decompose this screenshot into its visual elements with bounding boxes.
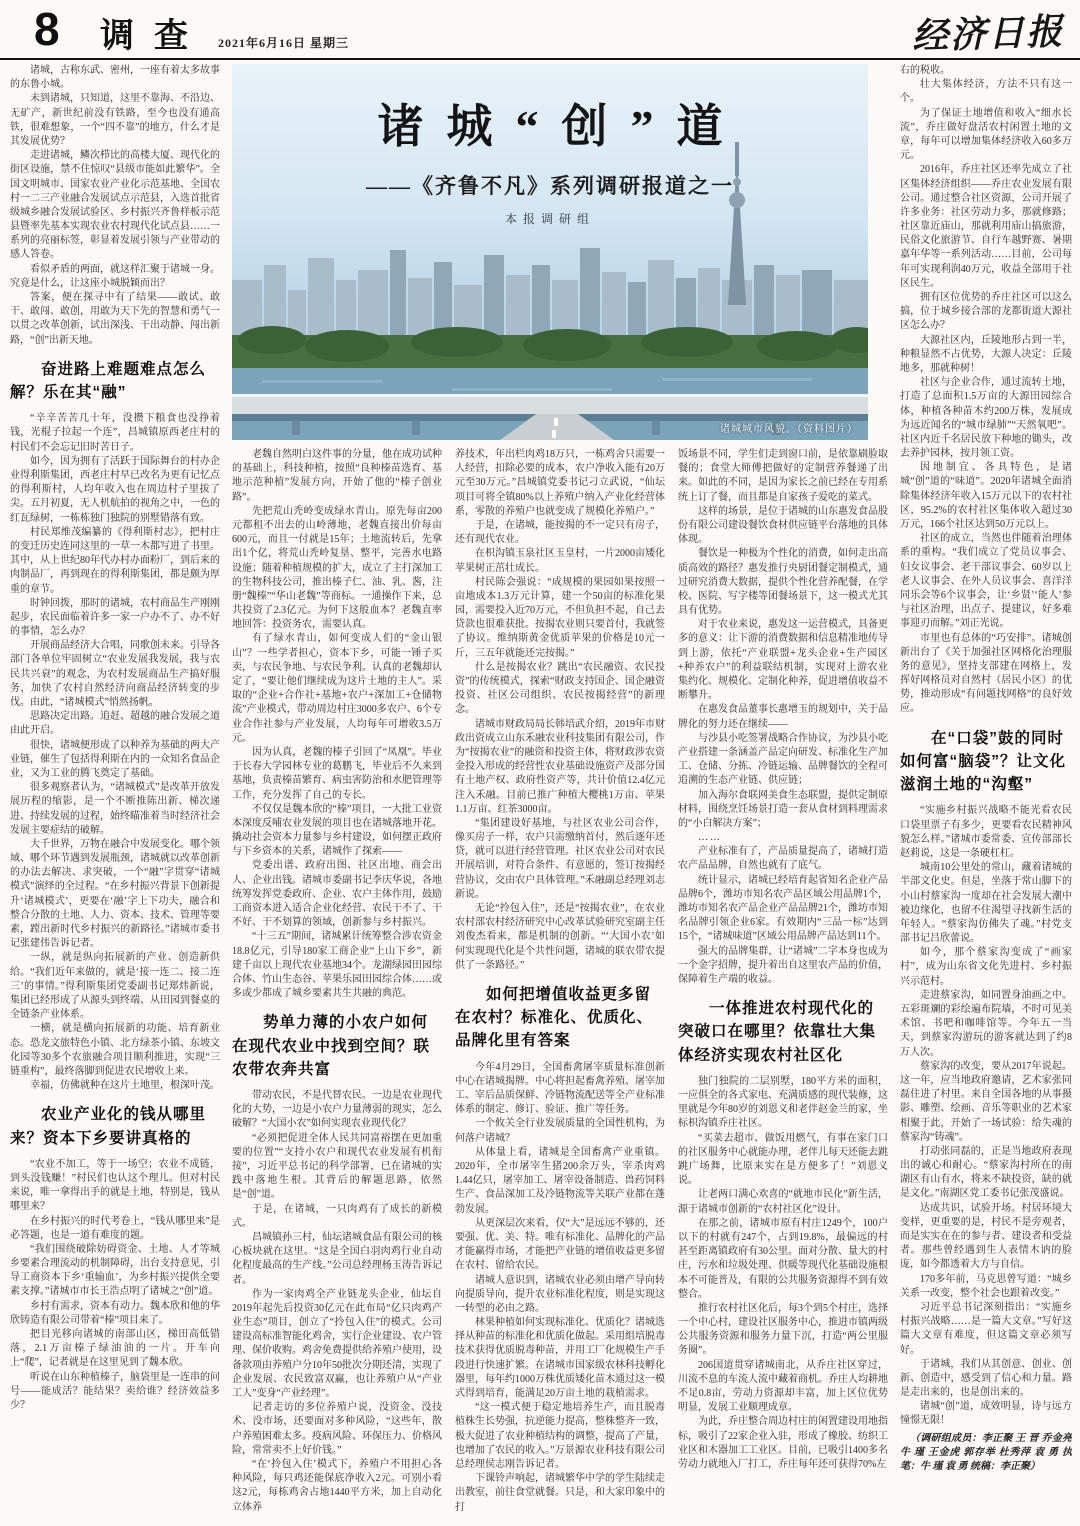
body-paragraph: 产业标准有了，产品质量提高了，诸城打造农产品品牌，自然也就有了底气。 bbox=[678, 846, 888, 872]
body-paragraph: 饭场景不同，学生们走到窗口前，是依靠刷脸取餐的；食堂大师傅把做好的定制营养餐递了出来。如此的不同，是因为家长之前已经在专用系统上订了餐，而且都是自家孩子爱吃的菜式。 bbox=[678, 449, 888, 503]
body-paragraph: 社区的成立，当然也伴随着治理体系的重构。“我们成立了党员议事会、妇女议事会、老干部议事会、60岁以上老人议事会、在外人员议事会、喜洋洋同乐会等6个议事会，让‘乡贤’‘能人’参与社区治理，出点子、提建议，好多难事迎刃而解。”刘正光说。 bbox=[900, 533, 1072, 630]
body-paragraph: 昌城镇孙三村，仙坛诸城食品有限公司的核心板块就在这里。“这是全国白羽肉鸡行业自动化程度最高的生产线。”公司总经理杨玉涛告诉记者。 bbox=[232, 1231, 442, 1286]
body-paragraph: 统计显示，诸城已经培育起省知名企业产品品牌6个，潍坊市知名农产品区域公用品牌1个，潍坊市知名农产品企业产品品牌21个，潍坊市知名品牌引领企业6家。有效期内“三品一标”达到15个，“诸城味道”区域公用品牌产品达到11个。 bbox=[678, 874, 888, 943]
body-paragraph: 206国道贯穿诸城南北，从乔庄社区穿过，川流不息的车流人流中藏着商机。乔庄人均耕地不足0.8亩，劳动力资源却丰富，加上区位优势明显，发展工业顺理成章。 bbox=[678, 1359, 888, 1414]
body-paragraph: 蔡家沟的改变，要从2017年说起。这一年，应当地政府邀请，艺术家张同磊住进了村里。来自全国各地的从事摄影、雕塑、绘画、音乐等职业的艺术家相聚于此，开始了一场试验：给失魂的蔡家沟“铸魂”。 bbox=[900, 1060, 1072, 1143]
body-paragraph: 很快，诸城便形成了以种养为基础的两大产业链，催生了包括得利斯在内的一众知名食品企业，又为工业的腾飞奠定了基础。 bbox=[10, 739, 220, 779]
body-paragraph: 壮大集体经济，方法不只有这一个。 bbox=[900, 79, 1072, 105]
body-paragraph: 无论“拎包入住”，还是“按揭农业”，在农业农村部农村经济研究中心改革试验研究室副主任刘俊杰看来，都是机制的创新。“‘大国小农’如何实现现代化是个共性问题，诸城的联农带农提供了一条路径。” bbox=[455, 903, 665, 971]
body-paragraph: 下课铃声响起，诸城繁华中学的学生陆续走出教室，前往食堂就餐。只是，和大家印象中的打 bbox=[455, 1473, 665, 1513]
body-paragraph: 一纵，就是纵向拓展新的产业、创造新供给。“我们近年来做的，就是‘接一连二、接二连三’的事情。”得利斯集团党委副书记郑炜新说，集团已经形成了从源头到终端、从田园到餐桌的全链条产业体系。 bbox=[10, 952, 220, 1021]
body-paragraph: 2016年，乔庄社区还率先成立了社区集体经济组织——乔庄农业发展有限公司。通过整合社区资源，公司开展了许多业务：社区劳动力多，那就修路；社区靠近庙山，那就利用庙山搞旅游，民俗文化旅游节、自行车越野赛、暑期嘉年华等一系列活动……目前，公司每年可实现利润40万元，收益全部用于社区民生。 bbox=[900, 164, 1072, 289]
body-paragraph: 把目光移向诸城的南部山区，梯田高低错落，2.1万亩榛子绿油油的一片。开车向上“爬”，记者就是在这里见到了魏本欣。 bbox=[10, 1329, 220, 1369]
section-headline: 势单力薄的小农户如何在现代农业中找到空间？联农带农奔共富 bbox=[232, 1014, 431, 1078]
body-paragraph: 如今，那个蔡家沟变成了“画家村”，成为山东省文化先进村、乡村振兴示范村。 bbox=[900, 947, 1072, 987]
body-paragraph: 于是，在诸城，能按揭的不一定只有房子，还有现代农业。 bbox=[455, 519, 665, 546]
body-paragraph: 作为一家肉鸡全产业链龙头企业，仙坛自2019年起先后投资30亿元在此布局“亿只肉鸡产业生态”项目，创立了“拎包入住”的模式。公司建设高标准智能化鸡舍，实行企业建设、农户管理、保价收购。鸡舍免费提供给养殖户使用，设备款项由养殖户分10年50批次分期还清，实现了企业发展、农民致富双赢，也让养殖户从“产业工人”变身“产业经理”。 bbox=[232, 1288, 442, 1399]
news-column-3 bbox=[455, 448, 665, 1518]
body-paragraph: 带动农民，不是代替农民。一边是农业现代化的大势，一边是小农户力量薄弱的现实，怎么破解？“大国小农”如何实现农业现代化？ bbox=[232, 1090, 442, 1130]
body-paragraph: 未到诸城，只知道，这里不靠海、不沿边、无矿产，新世纪前没有铁路，至今也没有通高铁，很难想象，一个“四不靠”的地方，什么才是其发展优势？ bbox=[10, 93, 220, 147]
section-headline: 在“口袋”鼓的同时如何富“脑袋”？让文化滋润土地的“沟壑” bbox=[900, 729, 1067, 794]
lead-photo bbox=[232, 64, 868, 440]
body-paragraph: 林果种植如何实现标准化、优质化？诸城选择从种苗的标准化和优质化做起。采用组培脱毒技术获得优质脱毒种苗，并用工厂化规模生产手段进行快速扩繁。在诸城市国家级农林科技孵化器里，每年约1000万株优质矮化苗木通过这一模式得到培育，能满足20万亩土地的栽植需求。 bbox=[455, 1317, 665, 1399]
body-paragraph: 在乡村振兴的时代考卷上，“钱从哪里来”是必答题，也是一道有难度的题。 bbox=[10, 1215, 220, 1241]
body-paragraph: 推行农村社区化后，每3个到5个村庄，选择一个中心村，建设社区服务中心，推进市镇两级公共服务资源和服务力量下沉，打造“两公里服务圈”。 bbox=[678, 1302, 888, 1357]
issue-date: 2021年6月16日 星期三 bbox=[218, 36, 350, 50]
body-paragraph: 在枳沟镇玉泉社区玉皇村，一片2000亩矮化苹果树正茁壮成长。 bbox=[455, 548, 665, 574]
series-subtitle: ——《齐鲁不凡》系列调研报道之一 bbox=[366, 174, 734, 198]
body-paragraph: “必须把促进全体人民共同富裕摆在更加重要的位置”“支持小农户和现代农业发展有机衔接”，习近平总书记的科学部署，已在诸城的实践中落地生根。其背后的解题思路，依然是“创”道。 bbox=[232, 1132, 442, 1201]
body-paragraph: 独门独院的二层别墅，180平方米的面积，一应俱全的各式家电、充满质感的现代装修，这里就是今年80岁的刘恩义和老伴赵金兰的家，坐标枳沟镇乔庄社区。 bbox=[678, 1075, 888, 1130]
body-paragraph: “农业不加工，等于一场空；农业不成链，到头没钱赚！”村民们也认这个理儿。但对村民来说，唯一拿得出手的就是土地，特别是，钱从哪里来？ bbox=[10, 1158, 220, 1213]
body-paragraph: 先把荒山秃岭变成绿水青山。原先每亩200元都租不出去的山岭薄地，老魏直接出价每亩600元，而且一付就是15年；土地流转后，先拿出1个亿，将荒山秃岭复垦、整平，完善水电路设施；随着种植规模的扩大，成立了主打深加工的生物科技公司，推出榛子仁、油、乳、酱，注册“魏榛”“华山老魏”等商标。一通操作下来，总共投资了2.3亿元。为何下这般血本？老魏直率地回答：投资务农，需要认真。 bbox=[232, 505, 442, 631]
body-paragraph: 从体量上看，诸城是全国畜禽产业重镇。2020年，全市屠宰生猪200余万头，宰杀肉鸡1.44亿只，屠宰加工、屠宰设备制造、兽药饲料生产、食品深加工及冷链物流等关联产业都在蓬勃发展。 bbox=[455, 1146, 665, 1215]
body-paragraph: 与沙县小吃签署战略合作协议，为沙县小吃产业搭建一条涵盖产品定向研发、标准化生产加工、仓储、分拣、冷链运输、品牌餐饮的全程可追溯的生态产业链、供应链； bbox=[678, 732, 888, 787]
body-paragraph: 不仅仅是魏本欣的“榛”项目，一大批工业资本深度反哺农业发展的项目也在诸城落地开花。撬动社会资本力量参与乡村建设，如何摆正政府与下乡资本的关系，诸城作了探索—— bbox=[232, 803, 442, 858]
news-column-1 bbox=[10, 64, 220, 1518]
body-paragraph: “我们围绕破除妨碍资金、土地、人才等城乡要素合理流动的机制障碍，出台支持意见，引导工商资本下乡‘重输血’，为乡村振兴提供全要素支撑。”诸城市市长王浩点明了诸城之“创”道。 bbox=[10, 1243, 220, 1298]
body-paragraph: 村民陈会强说：“成规模的果园如果按照一亩地成本1.3万元计算，建一个50亩的标准化果园，需要投入近70万元，不但负担不起，自己去贷款也很难获批。按揭农业则只要首付，我就签了协议。维纳斯黄金优质苹果的价格是10元一斤，三五年就能还完按揭。” bbox=[455, 576, 665, 659]
body-paragraph: 于是，在诸城，一只肉鸡有了成长的新模式。 bbox=[232, 1203, 442, 1229]
body-paragraph: “十三五”期间，诸城累计统筹整合涉农资金18.8亿元，引导180家工商企业“上山下乡”，新建千亩以上现代农业基地34个。龙湖绿园田园综合体、竹山生态谷、苹果乐园田园综合体……或多或少都成了城乡要素共生共融的典范。 bbox=[232, 931, 442, 1000]
body-paragraph: 这样的场景，是位于诸城的山东惠发食品股份有限公司建设餐饮食材供应链平台落地的具体体现。 bbox=[678, 505, 888, 546]
body-paragraph: “这一模式便于稳定地培养生产，而且脱毒植株生长势强，抗逆能力提高，整株整齐一致，极大促进了农业种植结构的调整，提高了产量，也增加了农民的收入。”万景源农业科技有限公司总经理侯志刚告诉记者。 bbox=[455, 1402, 665, 1470]
body-paragraph: 右的税收。 bbox=[900, 65, 950, 76]
body-paragraph: 让老两口满心欢喜的“就地市民化”新生活，源于诸城市创新的“农村社区化”设计。 bbox=[678, 1189, 888, 1215]
body-paragraph: 走进诸城，鳞次栉比的高楼大厦、现代化的街区设施，禁不住惊叹“县级市能如此繁华”。全国文明城市、国家农业产业化示范基地、全国农村一二三产业融合发展试点示范县，入选首批省级城乡融合发展试验区、乡村振兴齐鲁样板示范县暨率先基本实现农业农村现代化试点县……一系列的亮丽标签，彰显着发展引领与产业带动的感人答卷。 bbox=[10, 150, 220, 261]
body-paragraph: 拥有区位优势的乔庄社区可以这么搞，位于城乡接合部的龙都街道大源社区怎么办？ bbox=[900, 292, 1072, 332]
byline: 本报调研组 bbox=[504, 212, 595, 226]
body-paragraph: 餐饮是一种极为个性化的消费，如何走出高质高效的路径？惠发推行央厨团餐定制模式，通过研究消费大数据，提供个性化营养配餐，在学校、医院、写字楼等团餐场景下，这一模式尤其具有优势。 bbox=[678, 548, 888, 617]
body-paragraph: “辛辛苦苦几十年，没攒下粮食也没挣着钱，光棍子拉起一个连”，昌城镇原西老庄村的村民们不会忘记旧时苦日子。 bbox=[10, 413, 220, 453]
body-paragraph: 很多观察者认为，“诸城模式”是改革开放发展历程的缩影，是一个不断推陈出新、梯次递进、持续发展的过程，始终瞄准着当时经济社会发展主要症结的破解。 bbox=[10, 782, 220, 836]
credits-line: （调研组成员：李正聚 王 晋 乔金亮 牛 瑾 王金虎 郭存举 杜秀萍 袁 勇 执笔：牛 瑾 袁 勇 统稿：李正聚） bbox=[900, 1432, 1072, 1472]
body-paragraph: 习近平总书记深刻指出：“实施乡村振兴战略……是一篇大文章。”写好这篇大文章有难度，但这篇文章必须写好。 bbox=[900, 1301, 1072, 1356]
body-paragraph: 因地制宜、各具特色，是诸城“创”道的“味道”。2020年诸城全面消除集体经济年收入15万元以下的农村社区，95.2%的农村社区集体收入超过30万元，166个社区达到50万元以上。 bbox=[900, 462, 1072, 530]
body-paragraph: 听说在山东种植榛子，脑袋里是一连串的问号——能成活？能结果？卖给谁？经济效益多少？ bbox=[10, 1371, 220, 1411]
body-paragraph: 什么是按揭农业？跳出“农民融资、农民投资”的传统模式，探索“财政支持国企、国企融资投资、社区公司组织、农民按揭经营”的新理念。 bbox=[455, 661, 665, 716]
section-headline: 如何把增值收益更多留在农村？标准化、优质化、品牌化里有答案 bbox=[455, 985, 654, 1050]
body-paragraph: 为了保证土地增值和收入“细水长流”，乔庄做好盘活农村闲置土地的文章，每年可以增加集体经济收入60多万元。 bbox=[900, 107, 1072, 162]
body-paragraph: 记者走访的多位养殖户说，没资金、没技术、没市场，还要面对多种风险，“这些年，散户养殖困难太多。疫病风险、环保压力、价格风险，常常卖不上好价钱。” bbox=[232, 1402, 442, 1456]
body-paragraph: 幸福，仿佛就种在这片土地里，根深叶茂。 bbox=[30, 1080, 220, 1092]
body-paragraph: 开展商品经济大合唱，同歌创未来。引导各部门各单位牢固树立“农业发展我发展，我与农民共兴衰”的观念，为农村发展商品生产搞好服务，加快了农村自然经济向商品经济转变的步伐。由此，“诸城模式”悄然扬帆。 bbox=[10, 640, 220, 708]
body-paragraph: 今年4月29日，全国畜禽屠宰质量标准创新中心在诸城揭牌。中心将担起畜禽养殖、屠宰加工、宰后品质保鲜、冷链物流配送等全产业标准体系的制定、修订、验证、推广等任务。 bbox=[455, 1061, 665, 1116]
body-paragraph: 打动张同磊的，正是当地政府表现出的诚心和耐心。“蔡家沟村所在的南湖区有山有水，将来不缺投资，缺的就是文化。”南湖区党工委书记张茂盛说。 bbox=[900, 1145, 1072, 1200]
masthead-logo: 经济日报 bbox=[911, 10, 1065, 58]
body-paragraph: 大源社区内，丘陵地形占到一半，种粮显然不占优势，大源人决定：丘陵地多，那就种树！ bbox=[900, 334, 1072, 374]
body-paragraph: 养技术，年出栏肉鸡18万只，一栋鸡舍只需要一人经营，扣除必要的成本，农户净收入能有20万元至30万元。”昌城镇党委书记刁立武说，“仙坛项目可将全镇80%以上养殖户纳入产业化经营体系，零散的养殖户也就变成了规模化养殖户。” bbox=[455, 449, 665, 517]
body-paragraph: 答案，便在探寻中有了结果——敢试、敢干、敢闯、敢创，用敢为天下先的智慧和勇气一以贯之改革创新，试出深浅、干出动静、闯出新路，“创”出新天地。 bbox=[10, 292, 220, 346]
body-paragraph: 社区与企业合作，通过流转土地，打造了总面积1.5万亩的大源田园综合体，种植各种苗木约200万株，发展成为远近闻名的“城市绿肺”“天然氧吧”。社区内近千名居民放下种地的锄头，改去养护园林，按月领工资。 bbox=[900, 377, 1072, 460]
body-paragraph: 如今，因为拥有了活跃于国际舞台的村办企业得利斯集团，西老庄村早已改名为更有记忆点的得利斯村，人均年收入也在周边村子里拔了尖。五月初夏，无人机航拍的视角之中，一色的红瓦绿树，一栋栋独门独院的别墅错落有致。 bbox=[10, 455, 220, 524]
body-paragraph: 诸城“创”道，成效明显，诗与远方憧憬无限！ bbox=[900, 1401, 1072, 1427]
photo-caption: 诸城城市风貌。（资料图片） bbox=[720, 424, 858, 435]
section-headline: 一体推进农村现代化的突破口在哪里？依靠壮大集体经济实现农村社区化 bbox=[678, 1000, 877, 1064]
body-paragraph: 诸城，古称东武、密州，一座有着太多故事的东鲁小城。 bbox=[10, 65, 220, 91]
body-paragraph: 因为认真，老魏的榛子引回了“凤凰”。毕业于长春大学园林专业的葛鹏飞，毕业后不久来到基地，负责榛苗繁育、病虫害防治和水肥管理等工作，充分发挥了自己的专长。 bbox=[232, 746, 442, 801]
section-title: 调查 bbox=[100, 18, 208, 55]
news-column-2 bbox=[232, 448, 442, 1518]
page-number: 8 bbox=[34, 3, 60, 55]
body-paragraph: “在‘拎包入住’模式下，养殖户不用担心各种风险，每只鸡还能保底净收入2元。可别小看这2元，每栋鸡舍占地1440平方米，加上自动化立体养 bbox=[232, 1458, 442, 1513]
body-paragraph: 对于农业来说，惠发这一运营模式，具备更多的意义：让下游的消费数据和信息精准地传导到上游，依托“产业联盟+龙头企业+生产园区+种养农户”的利益联结机制，实现对上游农业集约化、规模化、定制化种养，促进增值收益不断攀升。 bbox=[678, 619, 888, 702]
news-column-5 bbox=[900, 64, 1072, 1518]
section-headline: 奋进路上难题难点怎么解？乐在其“融” bbox=[10, 360, 207, 401]
body-paragraph: 从更深层次来看，仅“大”是远远不够的，还要强、优、美、特。唯有标准化、品牌化的产品才能赢得市场，才能把产业链的增值收益更多留在农村、留给农民。 bbox=[455, 1217, 665, 1272]
body-paragraph: …… bbox=[698, 832, 722, 844]
body-paragraph: 老魏自然明白这件事的分量，他在成功试种的基础上，科技种植，按照“良种榛苗选育、基地示范种植”发展方向，开始了他的“榛子创业路”。 bbox=[232, 449, 442, 503]
body-paragraph: “集团建设好基地，与社区农业公司合作，像买房子一样，农户只需缴纳首付，然后逐年还贷，就可以进行经营管理。社区农业公司对农民开展培训，对符合条件、有意愿的，签订按揭经营协议，交由农户具体管理。”禾融副总经理刘志新说。 bbox=[455, 817, 665, 900]
body-paragraph: 达成共识，试验开场。村居环境大变样，更重要的是，村民不是旁观者，而是实实在在的参与者、建设者和受益者。那些曾经遇到生人表情木讷的脸庞，如今都透着大方与自信。 bbox=[900, 1202, 1072, 1271]
body-paragraph: 诸城人意识到，诸城农业必须由增产导向转向提质导向，提升农业标准化程度，则是实现这一转型的必由之路。 bbox=[455, 1274, 665, 1314]
section-headline: 农业产业化的钱从哪里来？资本下乡要讲真格的 bbox=[10, 1106, 207, 1147]
body-paragraph: 走进蔡家沟，如同置身油画之中。五彩斑斓的彩绘遍布院墙，不时可见美术馆、书吧和咖啡馆等。今年五一当天，到蔡家沟游玩的游客就达到了约8万人次。 bbox=[900, 989, 1072, 1058]
body-paragraph: 大千世界，万物在融合中发展变化。哪个领域、哪个环节遇到发展瓶颈，诸城就以改革创新的办法去解决、求突破，一个“融”字贯穿“诸城模式”演绎的全过程。“在乡村振兴背景下创新提升‘诸城模式’，更要在‘融’字上下功夫，融合和整合分散的土地、人力、资本、技术、管理等要素，蹚出新时代乡村振兴的新路径。”诸城市委书记张建伟告诉记者。 bbox=[10, 838, 220, 950]
body-paragraph: 加入海尔食联网美食生态联盟，提供定制原材料，围绕烹饪场景打造一套从食材到料理需求的“小白解决方案”； bbox=[678, 789, 888, 829]
body-paragraph: “实施乡村振兴战略不能光看农民口袋里票子有多少，更要看农民精神风貌怎么样。”诸城市委常委、宣传部部长赵莉说，这是一条硬杠杠。 bbox=[900, 805, 1072, 859]
body-paragraph: 市里也有总体的“巧安排”。诸城创新出台了《关于加强社区网格化治理服务的意见》，坚持支部建在网格上，发挥好网格员对自然村（居民小区）的优势，推动形成“有问题找网格”的良好效应。 bbox=[900, 632, 1072, 715]
body-paragraph: 诸城市财政局局长韩培武介绍，2019年市财政出资成立山东禾融农业科技集团有限公司，作为“按揭农业”的融资和投资主体，将财政涉农资金投入形成的经营性农业基础设施资产及部分国有土地产权、政府性资产等，共计价值12.4亿元注入禾融。目前已推广种植大樱桃1万亩、苹果1.1万亩、红茶3000亩。 bbox=[455, 718, 665, 815]
body-paragraph: 强大的品牌集群，让“诸城”二字本身也成为一个金字招牌，提升着出自这里农产品的价值，保障着生产端的收益。 bbox=[678, 945, 888, 985]
body-paragraph: 乡村有需求，资本有动力。魏本欣和他的华欣铸造有限公司带着“榛”项目来了。 bbox=[10, 1300, 220, 1326]
body-paragraph: 在那之前，诸城市原有村庄1249个，100户以下的村就有247个，占到19.8%，最偏远的村甚至距离镇政府有30公里。面对分散、量大的村庄，污水和垃圾处理、供暖等现代化基础设施根本不可能普及，有限的公共服务资源得不到有效整合。 bbox=[678, 1217, 888, 1300]
body-paragraph: 为此，乔庄整合周边村庄的闲置建设用地指标，吸引了22家企业入驻，形成了橡胶、纺织工业区和木器加工工业区。目前，已吸引1400多名劳动力就地入厂打工，乔庄每年还可获得70%左 bbox=[678, 1416, 888, 1470]
body-paragraph: 一横，就是横向拓展新的功能、培育新业态。恐龙文旅特色小镇、北方绿茶小镇、东坡文化园等30多个农旅融合项目顺利推进，实现“三链重构”，最终落脚到促进农民增收上来。 bbox=[10, 1023, 220, 1077]
body-paragraph: 一个攸关全行业发展质量的全国性机构，为何落户诸城？ bbox=[455, 1118, 665, 1144]
body-paragraph: 170多年前，马克思曾写道：“城乡关系一改变，整个社会也跟着改变。” bbox=[900, 1273, 1072, 1299]
body-paragraph: 于诸城，我们从其创意、创业、创新、创造中，感受到了信心和力量。路是走出来的，也是创出来的。 bbox=[900, 1358, 1072, 1399]
body-paragraph: 在惠发食品董事长惠增玉的规划中，关于品牌化的努力还在继续—— bbox=[678, 704, 888, 730]
body-paragraph: 时钟回拨，那时的诸城，农村商品生产刚刚起步，农民面临着许多一家一户办不了、办不好的事情，怎么办？ bbox=[10, 597, 220, 638]
body-paragraph: “买菜去超市、做饭用燃气，有事在家门口的社区服务中心就能办理，老伴儿每天还能去跳跳广场舞，比原来实在是方便多了！”刘恩义说。 bbox=[678, 1132, 888, 1187]
masthead bbox=[0, 0, 1080, 60]
news-column-4 bbox=[678, 448, 888, 1518]
body-paragraph: 村民郑维茂编纂的《得利斯村志》，把村庄的变迁历史连同这里的一草一木都写进了书里。其中，从上世纪80年代办村办面粉厂，到后来的肉制品厂，再到现在的得利斯集团，都是颇为厚重的章节。 bbox=[10, 526, 220, 595]
body-paragraph: 看似矛盾的两面，就这样汇聚于诸城一身。究竟是什么，让这座小城脱颖而出？ bbox=[10, 263, 220, 289]
body-paragraph: 城南10公里处的常山，藏着诸城的半部文化史。但是，坐落于常山脚下的小山村蔡家沟一度却在社会发展大潮中被边缘化，也留不住渴望寻找新生活的年轻人。“蔡家沟仿佛失了魂。”村党支部书记吕欣蕾说。 bbox=[900, 862, 1072, 945]
body-paragraph: 有了绿水青山，如何变成人们的“金山银山”？一些学者担心，资本下乡，可能一锤子买卖，与农民争地、与农民争利。认真的老魏却认定了，“要让他们继续成为这片土地的主人”。采取的“企业+合作社+基地+农户+深加工+仓储物流”产业模式，带动周边村庄3000多农户、6个专业合作社参与产业发展，人均每年可增收3.5万元。 bbox=[232, 633, 442, 744]
body-paragraph: 思路决定出路。追赶、超越的融合发展之道由此开启。 bbox=[10, 711, 220, 737]
body-paragraph: 党委出谱、政府出图、社区出地、商会出人、企业出钱。诸城市委副书记李庆华说，各地统筹发挥党委政府、企业、农户主体作用，鼓励工商资本进入适合企业化经营、农民干不了、干不好、干不划算的领域，创新参与乡村振兴。 bbox=[232, 860, 442, 929]
main-headline: 诸城“创”道 bbox=[377, 101, 746, 152]
